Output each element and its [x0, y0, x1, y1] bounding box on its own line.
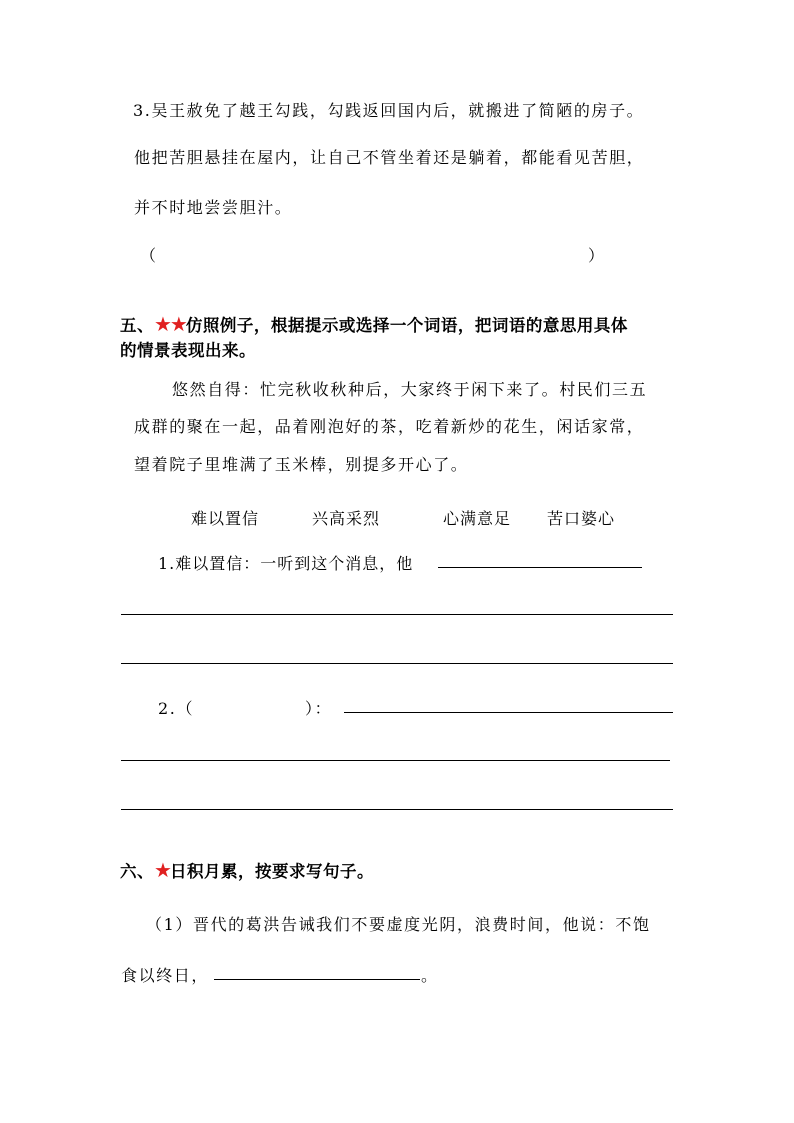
section-5-title-line-1: 仿照例子，根据提示或选择一个词语，把词语的意思用具体: [185, 316, 628, 335]
q3-line-3: 并不时地尝尝胆汁。: [134, 198, 293, 217]
section-5-title-line-2: 的情景表现出来。: [120, 341, 256, 360]
item-2-answer-blank[interactable]: [344, 712, 673, 713]
item-2-paren-close: ）：: [305, 699, 333, 718]
q3-answer-paren-close: ）: [588, 246, 605, 265]
section-6-title-text: 日积月累，按要求写句子。: [169, 862, 374, 881]
s6-q1-answer-blank[interactable]: [214, 979, 420, 980]
word-option-1: 难以置信: [191, 509, 260, 528]
item-1-answer-blank[interactable]: [438, 567, 642, 568]
item-2-number: 2.（: [158, 699, 195, 718]
section-5-number: 五、: [120, 316, 154, 335]
word-option-2: 兴高采烈: [312, 509, 381, 528]
difficulty-star-icon: ★: [154, 858, 170, 882]
answer-line[interactable]: [121, 809, 673, 810]
q3-line-1: 3.吴王赦免了越王勾践，勾践返回国内后，就搬进了简陋的房子。: [133, 101, 645, 120]
q3-answer-paren-open: （: [140, 246, 157, 265]
section-6-number: 六、: [120, 862, 154, 881]
answer-line[interactable]: [121, 663, 673, 664]
item-1-prompt: 1.难以置信：一听到这个消息，他: [158, 554, 414, 573]
s6-q1-line-2-prefix: 食以终日，: [121, 966, 210, 985]
q3-line-2: 他把苦胆悬挂在屋内，让自己不管坐着还是躺着，都能看见苦胆，: [134, 148, 645, 167]
example-line-3: 望着院子里堆满了玉米棒，别提多开心了。: [134, 455, 469, 474]
s6-q1-line-1: （1）晋代的葛洪告诫我们不要虚度光阴，浪费时间，他说：不饱: [146, 915, 651, 934]
answer-line[interactable]: [121, 614, 673, 615]
example-line-1: 悠然自得：忙完秋收秋种后，大家终于闲下来了。村民们三五: [172, 380, 648, 399]
section-5-title: [120, 312, 628, 336]
word-option-4: 苦口婆心: [547, 509, 616, 528]
difficulty-star-icon: ★★: [154, 312, 186, 336]
answer-line[interactable]: [121, 760, 670, 761]
section-6-title: [120, 858, 374, 882]
s6-q1-line-2-suffix: 。: [421, 966, 439, 985]
word-option-3: 心满意足: [443, 509, 512, 528]
example-line-2: 成群的聚在一起，品着刚泡好的茶，吃着新炒的花生，闲话家常，: [134, 417, 645, 436]
